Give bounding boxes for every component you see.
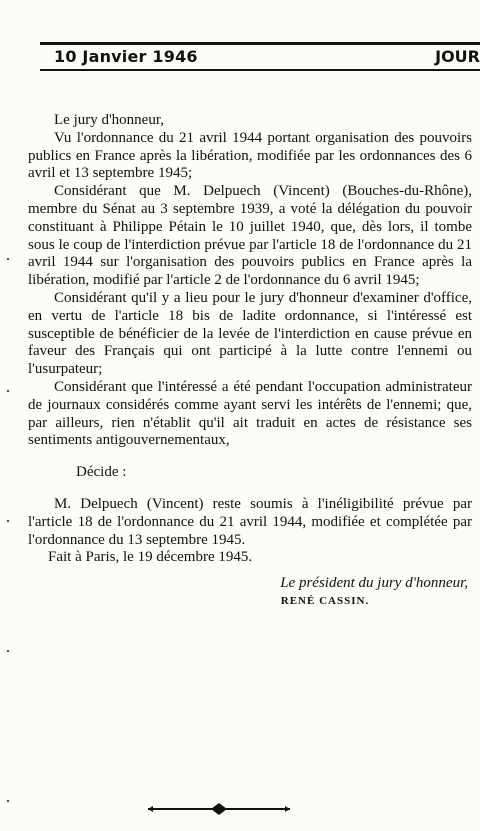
header-date: 10 Janvier 1946 [54, 47, 198, 66]
decide-heading: Décide : [76, 464, 127, 481]
signature-title: Le président du jury d'honneur, [280, 575, 468, 592]
header-rule-bottom [40, 69, 480, 71]
header-rule-top [40, 42, 480, 45]
closing-ornament-icon [146, 802, 292, 816]
document-body [28, 112, 472, 611]
paragraph-vu: Vu l'ordonnance du 21 avril 1944 portant organisation des pouvoirs publics en France après la libération, modifiée par les ordonnances des 6 avril et 13 septembre 1945; [28, 129, 472, 182]
margin-speck [7, 520, 9, 522]
paragraph-considerant-3: Considérant que l'intéressé a été pendant l'occupation administrateur de journaux considérés comme ayant servi les intérêts de l'ennemi; que, par ailleurs, rien n'établit qu'il ait traduit en actes de résistance ses sentiments antigouvernementaux, [28, 378, 472, 449]
place-date-line: Fait à Paris, le 19 décembre 1945. [48, 549, 253, 566]
opening-line: Le jury d'honneur, [54, 112, 164, 128]
margin-speck [7, 650, 9, 652]
decision-paragraph: M. Delpuech (Vincent) reste soumis à l'inéligibilité prévue par l'article 18 de l'ordonnance du 21 avril 1944, modifiée et complétée par l'ordonnance du 13 septembre 1945. [28, 495, 472, 548]
signature-name: RENÉ CASSIN. [280, 594, 370, 607]
margin-speck [7, 800, 9, 802]
page-header [40, 36, 480, 76]
paragraph-considerant-2: Considérant qu'il y a lieu pour le jury d'honneur d'examiner d'office, en vertu de l'article 18 bis de ladite ordonnance, si l'intéressé est susceptible de bénéficier de la levée de l'interdiction en cause prévue en faveur des Français qui ont participé à la lutte contre l'ennemi ou l'usurpateur; [28, 289, 472, 378]
header-journal-title: JOUR [435, 47, 480, 66]
margin-speck [7, 258, 9, 260]
paragraph-considerant-1: Considérant que M. Delpuech (Vincent) (Bouches-du-Rhône), membre du Sénat au 3 septembre 1939, a voté la délégation du pouvoir constituant à Philippe Pétain le 10 juillet 1940, que, dès lors, il tombe sous le coup de l'interdiction prévue par l'article 18 de l'ordonnance du 21 avril 1944 sur l'organisation des pouvoirs publics en France après la libération, modifié par l'article 2 de l'ordonnance du 6 avril 1945; [28, 183, 472, 289]
margin-speck [7, 390, 9, 392]
